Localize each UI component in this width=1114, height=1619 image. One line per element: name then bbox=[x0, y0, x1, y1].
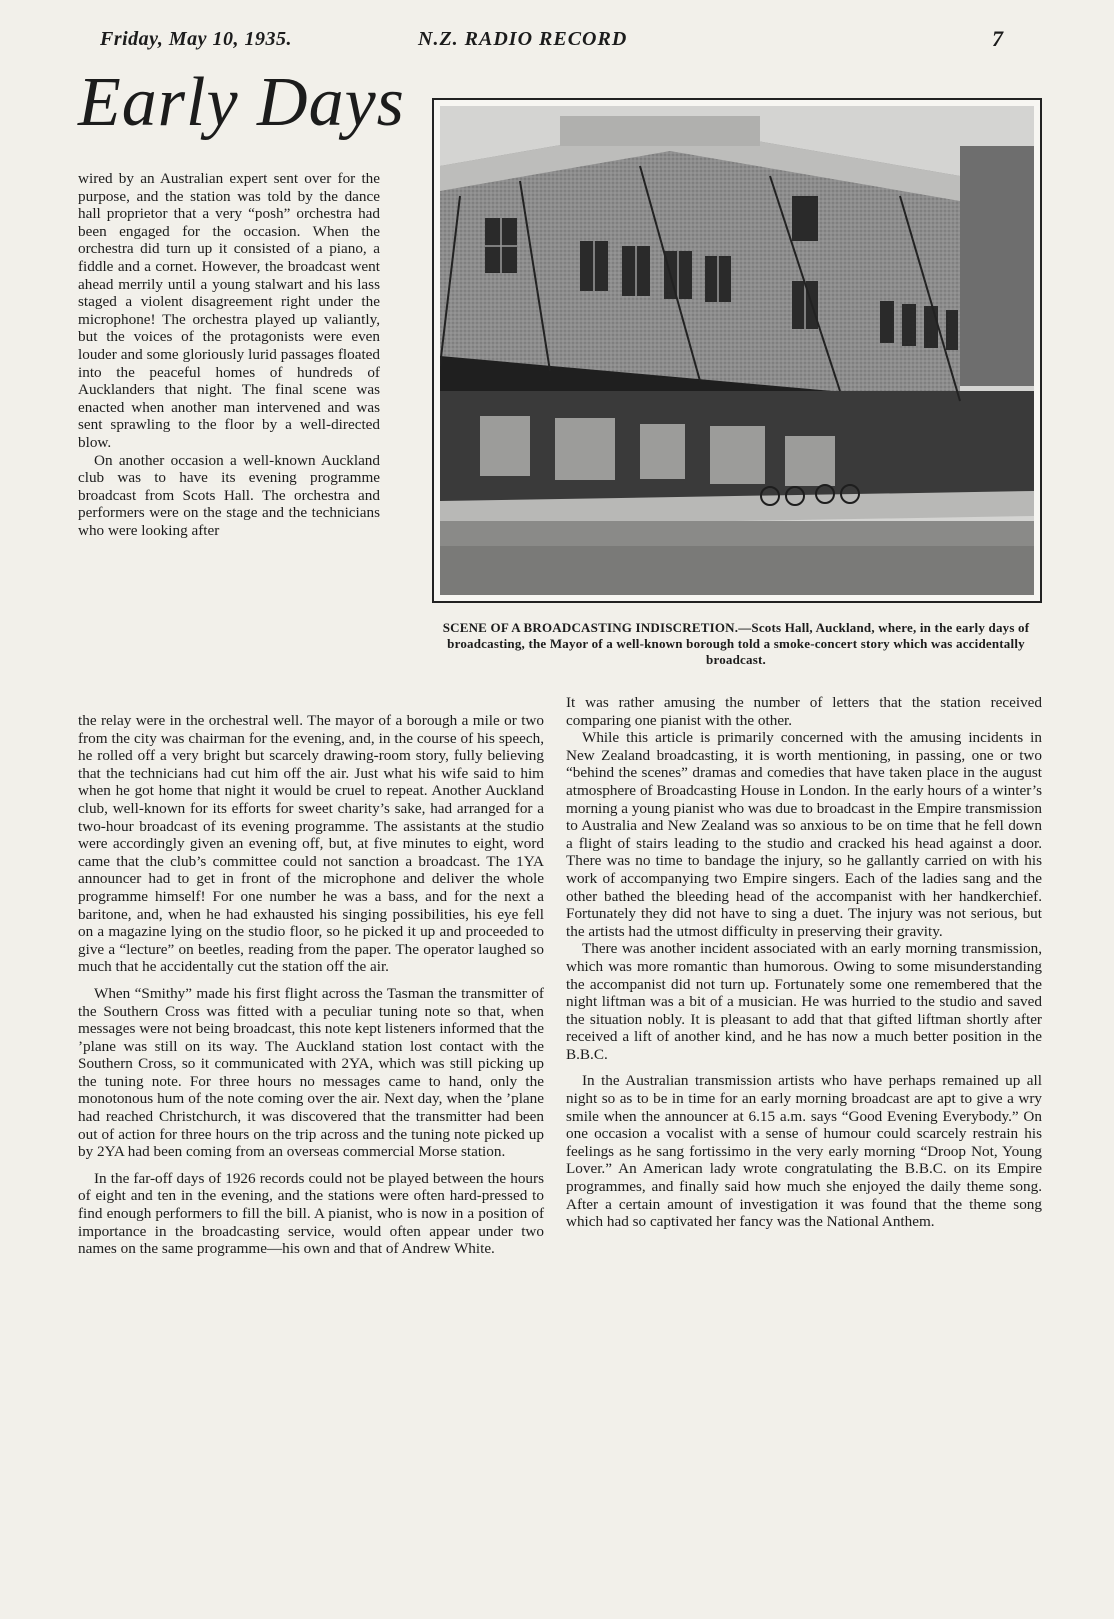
paragraph: While this article is primarily concerned with the amusing incidents in New Zealand broadcasting, it is worth mentioning, in passing, one or two “behind the scenes” dramas and comedies that have taken place in the august atmosphere of Broadcasting House in London. In the early hours of a winter’s morning a young pianist who was due to broadcast in the Empire transmission to Australia and New Zealand was so anxious to be on time that he fell down a flight of stairs leading to the studio and cracked his head against a door. There was no time to bandage the injury, so he gallantly carried on with his work of accompanying two Empire singers. Each of the ladies sang and the other bathed the bleeding head of the accompanist with her handkerchief. Fortunately they did not have to sing a duet. The injury was not serious, but the artists had the utmost difficulty in preserving their gravity. bbox=[566, 729, 1042, 940]
issue-date: Friday, May 10, 1935. bbox=[100, 28, 292, 50]
masthead bbox=[0, 24, 1114, 54]
paragraph: wired by an Australian expert sent over for the purpose, and the station was told by the dance hall proprietor that a very “posh” orchestra had been engaged for the occasion. When the orchestra did turn up it consisted of a piano, a fiddle and a cornet. However, the broadcast went ahead merrily until a young stalwart and his lass staged a violent disagreement right under the microphone! The orchestra played up valiantly, but the voices of the protagonists were even louder and some gloriously lurid passages floated into the peaceful homes of hundreds of Aucklanders that night. The final scene was enacted when another man intervened and was sent sprawling to the floor by a well-directed blow. bbox=[78, 170, 380, 451]
scots-hall-photo bbox=[432, 98, 1042, 603]
paragraph: the relay were in the orchestral well. The mayor of a borough a mile or two from the city was chairman for the evening, and, in the course of his speech, he rolled off a very bright but scarcely drawing-room story, fully believing that the technicians had cut him off the air. Just what his wife said to him when he got home that night it would be cruel to repeat. Another Auckland club, well-known for its efforts for sweet charity’s sake, had arranged for a two-hour broadcast of its evening programme. The assistants at the studio were accordingly given an evening off, but, at five minutes to eight, word came that the club’s committee could not sanction a broadcast. The 1YA announcer had to get in front of the microphone and deliver the whole programme himself! For one number he was a bass, and for the next a baritone, and, when he had exhausted his singing possibilities, his eye fell on a magazine lying on the studio floor, so he picked it up and proceeded to give a “lecture” on beetles, reading from the paper. The operator laughed so much that he accidentally cut the station off the air. bbox=[78, 712, 544, 976]
paragraph: In the far-off days of 1926 records could not be played between the hours of eight and ten in the evening, and the stations were often hard-pressed to find enough performers to fill the bill. A pianist, who is now in a position of importance in the broadcasting service, would often appear under two names on the same programme—his own and that of Andrew White. bbox=[78, 1169, 544, 1258]
page-number: 7 bbox=[992, 26, 1003, 51]
column-1-bottom bbox=[78, 712, 544, 1258]
column-2 bbox=[566, 694, 1042, 1231]
article-headline: Early Days bbox=[78, 64, 405, 141]
paragraph: On another occasion a well-known Auckland club was to have its evening programme broadcast from Scots Hall. The orchestra and performers were on the stage and the technicians who were looking after bbox=[78, 451, 380, 539]
column-1-top bbox=[78, 170, 380, 539]
paragraph: In the Australian transmission artists who have perhaps remained up all night so as to be in time for an early morning broadcast are apt to give a wry smile when the announcer at 6.15 a.m. says “Good Evening Everybody.” On one occasion a vocalist with a sense of humour could scarcely restrain his feelings as he sang fortissimo in the very early morning “Droop Not, Young Lover.” An American lady wrote congratulating the B.B.C. on its Empire programmes, and finally said how much she enjoyed the daily theme song. After a certain amount of investigation it was found that the theme song which had so captivated her fancy was the National Anthem. bbox=[566, 1072, 1042, 1231]
publication-title: N.Z. RADIO RECORD bbox=[418, 28, 628, 50]
paragraph: When “Smithy” made his first flight across the Tasman the transmitter of the Southern Cross was fitted with a peculiar tuning note so that, when messages were not being broadcast, this note kept listeners informed that the ’plane was still on its way. The Auckland station lost contact with the Southern Cross, so it communicated with 2YA, which was still picking up the tuning note. For three hours no messages came to hand, only the monotonous hum of the note coming over the air. Next day, when the ’plane had reached Christchurch, it was discovered that the transmitter had been out of action for three hours on the trip across and the tuning note picked up by 2YA had been coming from an overseas commercial Morse station. bbox=[78, 984, 544, 1161]
building-photograph bbox=[440, 106, 1034, 595]
photo-caption: SCENE OF A BROADCASTING INDISCRETION.—Scots Hall, Auckland, where, in the early days of broadcasting, the Mayor of a well-known borough told a smoke-concert story which was accidentally broadcast. bbox=[442, 620, 1030, 667]
paragraph: There was another incident associated with an early morning transmission, which was more romantic than humorous. Owing to some misunderstanding the accompanist did not turn up. Fortunately some one remembered that the night liftman was a bit of a musician. He was hurried to the studio and saved the situation nobly. It is pleasant to add that that gifted liftman shortly after received a lift of another kind, and he has now a much better position in the B.B.C. bbox=[566, 940, 1042, 1063]
paragraph: It was rather amusing the number of letters that the station received comparing one pianist with the other. bbox=[566, 694, 1042, 729]
